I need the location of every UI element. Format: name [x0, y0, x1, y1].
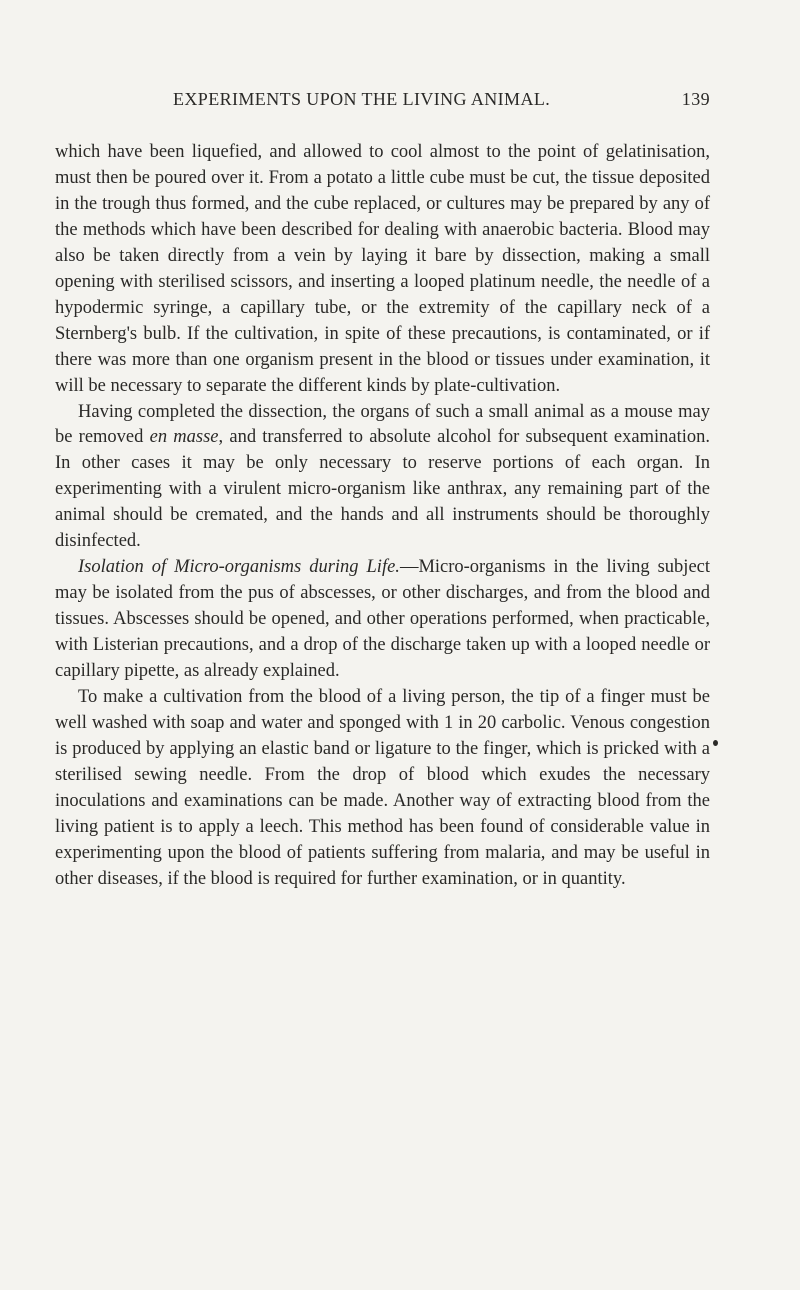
paragraph-continuation: which have been liquefied, and allowed to cool almost to the point of gelatinisation, must then be poured over it. From a potato a little cube must be cut, the tissue deposited in the trough thus formed, and the cube replaced, or cultures may be prepared by any of the methods which have been described for dealing with anaerobic bacteria. Blood may also be taken directly from a vein by laying it bare by dissection, making a small opening with sterilised scissors, and inserting a looped platinum needle, the needle of a hypodermic syringe, a capillary tube, or the extremity of the capillary neck of a Sternberg's bulb. If the cultivation, in spite of these precautions, is contaminated, or if there was more than one organism present in the blood or tissues under examination, it will be necessary to separate the different kinds by plate-cultivation. [55, 142, 710, 396]
paragraph-dissection-text-a: Having completed the dissection, the organs of such a small animal as a mouse may be removed [55, 401, 710, 448]
ink-speck [713, 740, 718, 746]
section-heading: Isolation of Micro-organisms during Life. [78, 557, 400, 578]
paragraph-dissection [55, 400, 710, 556]
paragraph-cultivation: To make a cultivation from the blood of a living person, the tip of a finger must be well washed with soap and water and sponged with 1 in 20 carbolic. Venous congestion is produced by applying an elastic band or ligature to the finger, which is pricked with a sterilised sewing needle. From the drop of blood which exudes the necessary inoculations and examinations can be made. Another way of extracting blood from the living patient is to apply a leech. This method has been found of considerable value in experimenting upon the blood of patients suffering from malaria, and may be useful in other diseases, if the blood is required for further examination, or in quantity. [55, 687, 710, 889]
body-text [55, 140, 710, 893]
running-head [55, 89, 710, 119]
paragraph-dissection-text-b: , and transferred to absolute alcohol for subsequent examination. In other cases it may be only necessary to reserve portions of each organ. In experimenting with a virulent micro-organism like anthrax, any remaining part of the animal should be cremated, and the hands and all instruments should be thoroughly disinfected. [55, 427, 711, 552]
page-number: 139 [681, 89, 710, 109]
paragraph-isolation-text: —Micro-organisms in the living subject may be isolated from the pus of abscesses, or other discharges, and from the blood and tissues. Abscesses should be opened, and other operations performed, when practicable, with Listerian precautions, and a drop of the discharge taken up with a looped needle or capillary pipette, as already explained. [55, 557, 711, 682]
paragraph-isolation [55, 555, 710, 685]
italic-phrase: en masse [149, 427, 219, 448]
running-title: EXPERIMENTS UPON THE LIVING ANIMAL. [173, 89, 551, 109]
